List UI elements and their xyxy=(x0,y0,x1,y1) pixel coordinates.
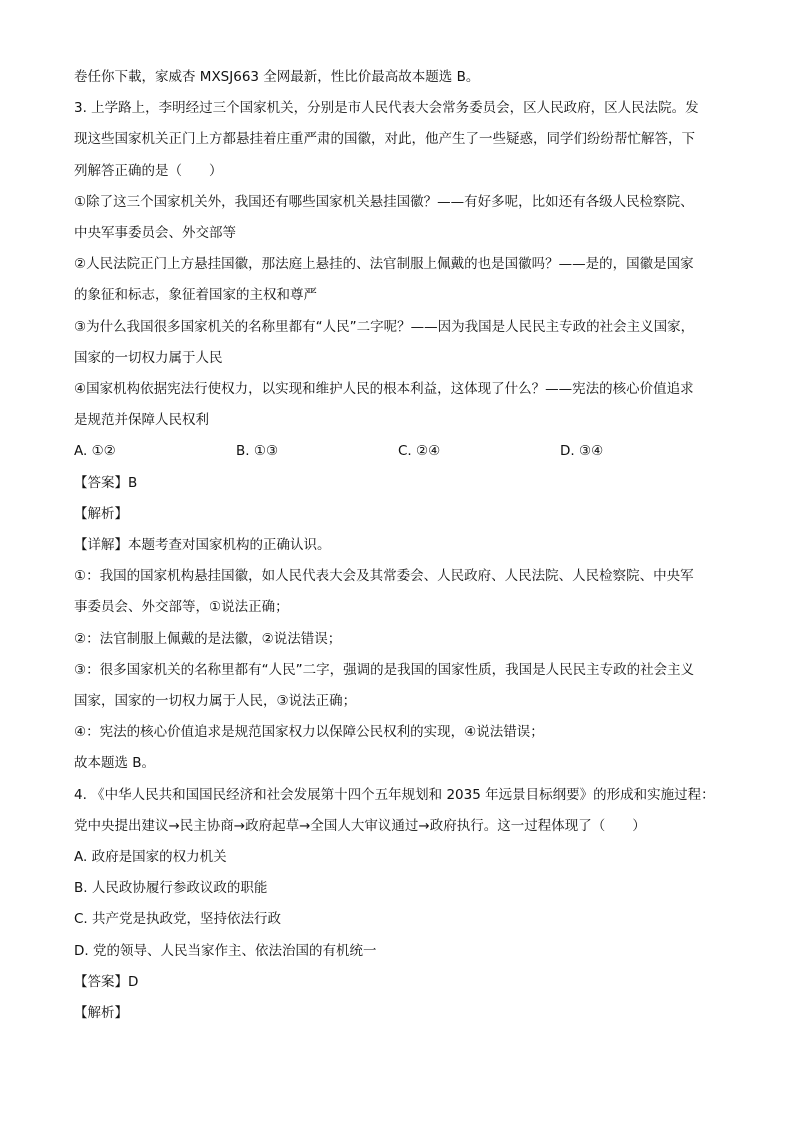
q4-option-c: C. 共产党是执政党，坚持依法行政 xyxy=(74,911,282,928)
option-d: D. ③④ xyxy=(560,443,604,460)
statement-1: 中央军事委员会、外交部等 xyxy=(74,225,236,242)
conclusion: 故本题选 B。 xyxy=(74,755,156,772)
analysis-label: 【解析】 xyxy=(74,505,128,522)
question-4-stem: 4. 《中华人民共和国国民经济和社会发展第十四个五年规划和 2035 年远景目标纲要》的形成和实施过程： xyxy=(74,786,715,803)
statement-1: ①除了这三个国家机关外，我国还有哪些国家机关悬挂国徽？——有好多呢，比如还有各级人民检察院、 xyxy=(74,193,694,210)
document-body xyxy=(74,62,734,1029)
q4-option-a: A. 政府是国家的权力机关 xyxy=(74,849,227,866)
answer-label: 【答案】D xyxy=(74,973,139,990)
option-c: C. ②④ xyxy=(398,443,441,460)
question-3-options xyxy=(74,436,734,467)
explanation-4: ④：宪法的核心价值追求是规范国家权力以保障公民权利的实现，④说法错误； xyxy=(74,724,544,741)
explanation-3: ③：很多国家机关的名称里都有“人民”二字，强调的是我国的国家性质，我国是人民民主专政的社会主义 xyxy=(74,661,695,678)
question-3-stem: 3. 上学路上，李明经过三个国家机关，分别是市人民代表大会常务委员会，区人民政府，区人民法院。发 xyxy=(74,100,699,117)
question-3-stem: 列解答正确的是（ ） xyxy=(74,162,223,179)
option-b: B. ①③ xyxy=(236,443,279,460)
explanation-2: ②：法官制服上佩戴的是法徽，②说法错误； xyxy=(74,630,342,647)
question-4-stem: 党中央提出建议→民主协商→政府起草→全国人大审议通过→政府执行。这一过程体现了（ ） xyxy=(74,817,646,834)
explanation-1: ①：我国的国家机构悬挂国徽，如人民代表大会及其常委会、人民政府、人民法院、人民检察院、中央军 xyxy=(74,568,694,585)
statement-2: ②人民法院正门上方悬挂国徽，那法庭上悬挂的、法官制服上佩戴的也是国徽吗？——是的，国徽是国家 xyxy=(74,256,694,273)
statement-2: 的象征和标志，象征着国家的主权和尊严 xyxy=(74,287,317,304)
analysis-label: 【解析】 xyxy=(74,1005,128,1022)
statement-3: 国家的一切权力属于人民 xyxy=(74,349,223,366)
explanation-1: 事委员会、外交部等，①说法正确； xyxy=(74,599,289,616)
text-line: 卷任你下載，家威杏 MXSJ663 全网最新，性比价最高故本题选 B。 xyxy=(74,69,480,85)
answer-label: 【答案】B xyxy=(74,474,138,491)
explanation-3: 国家，国家的一切权力属于人民，③说法正确； xyxy=(74,693,357,710)
question-3-stem: 现这些国家机关正门上方都悬挂着庄重严肃的国徽，对此，他产生了一些疑惑，同学们纷纷帮忙解答，下 xyxy=(74,131,695,148)
q4-option-b: B. 人民政协履行参政议政的职能 xyxy=(74,880,268,897)
detail-explanation: 【详解】本题考查对国家机构的正确认识。 xyxy=(74,537,331,554)
q4-option-d: D. 党的领导、人民当家作主、依法治国的有机统一 xyxy=(74,942,377,959)
statement-4: 是规范并保障人民权利 xyxy=(74,412,209,429)
statement-4: ④国家机构依据宪法行使权力，以实现和维护人民的根本利益，这体现了什么？——宪法的核心价值追求 xyxy=(74,381,694,398)
statement-3: ③为什么我国很多国家机关的名称里都有“人民”二字呢？——因为我国是人民民主专政的社会主义国家， xyxy=(74,318,695,335)
option-a: A. ①② xyxy=(74,443,116,460)
